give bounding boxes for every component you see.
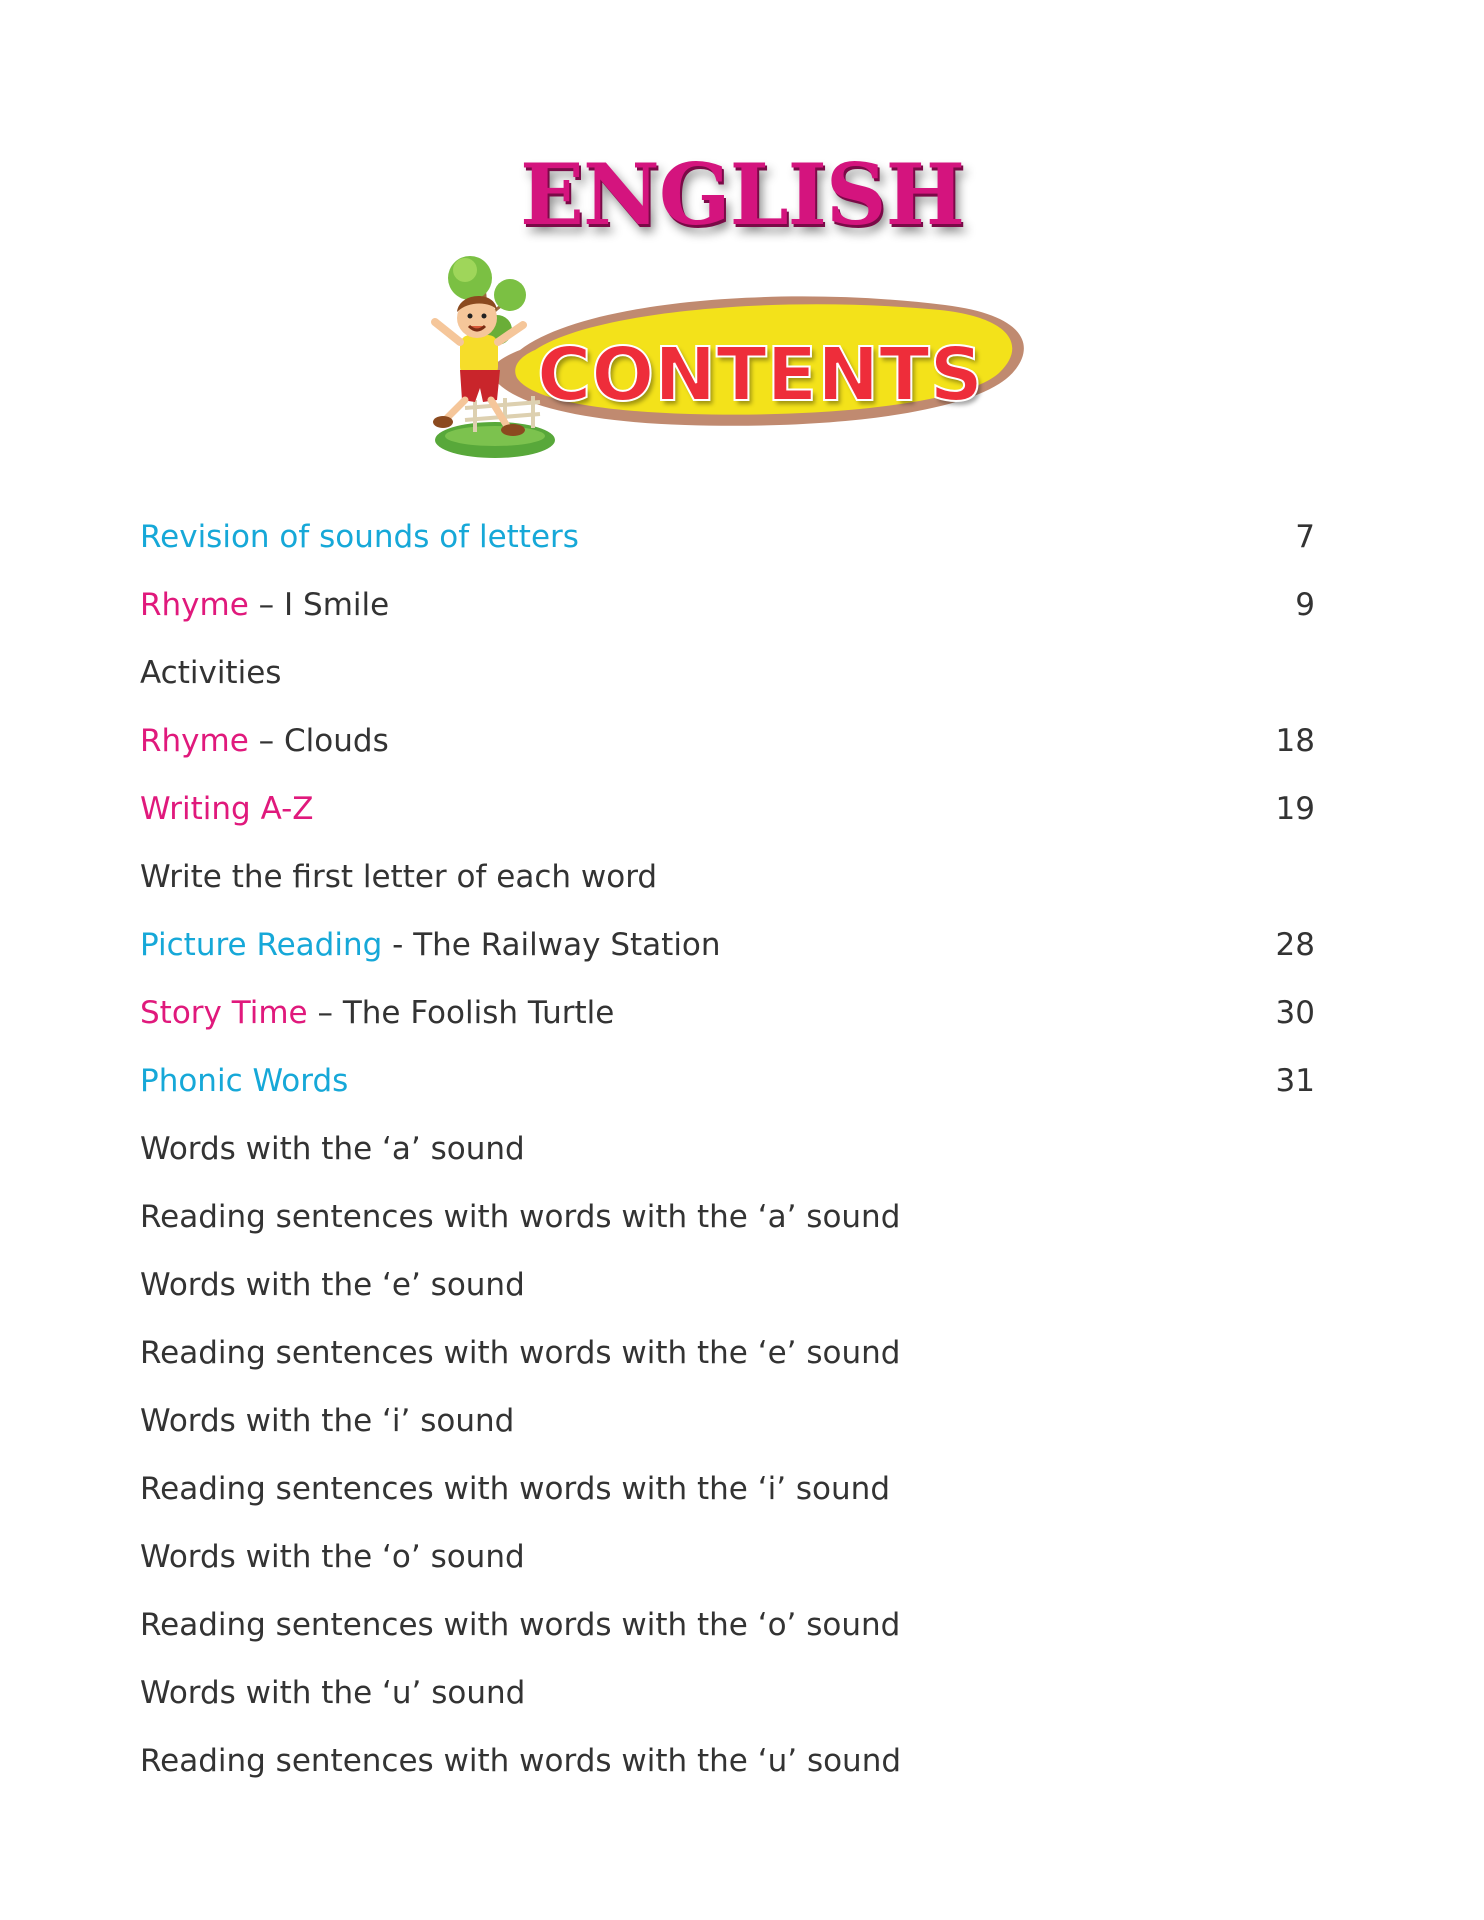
toc-entry-highlight: Picture Reading [140, 927, 383, 963]
toc-entry-text: – I Smile [248, 587, 390, 623]
toc-dot-leader [403, 724, 1267, 758]
toc-page-number: 18 [1275, 723, 1315, 759]
toc-entry [140, 1727, 1315, 1795]
toc-page-number: 9 [1295, 587, 1315, 623]
toc-entry [140, 911, 1315, 979]
toc-entry-text: Reading sentences with words with the ‘e’ sound [140, 1335, 901, 1371]
toc-entry-title [140, 927, 721, 963]
toc-entry [140, 1115, 1315, 1183]
toc-entry-title [140, 519, 579, 555]
toc-entry [140, 1047, 1315, 1115]
toc-entry-highlight: Rhyme [140, 723, 249, 759]
toc-entry-text: Words with the ‘a’ sound [140, 1131, 525, 1167]
toc-entry [140, 1523, 1315, 1591]
toc-entry-title [140, 1743, 901, 1779]
table-of-contents [140, 503, 1315, 1795]
contents-heading: CONTENTS [537, 332, 983, 418]
toc-entry-title [140, 995, 614, 1031]
toc-page-number: 31 [1275, 1063, 1315, 1099]
toc-entry-title [140, 1199, 900, 1235]
toc-dot-leader [593, 520, 1267, 554]
toc-entry-title [140, 655, 281, 691]
toc-dot-leader [735, 928, 1267, 962]
toc-entry-title [140, 859, 657, 895]
toc-entry [140, 1183, 1315, 1251]
toc-entry [140, 1455, 1315, 1523]
toc-entry [140, 571, 1315, 639]
toc-entry-text: – Clouds [248, 723, 389, 759]
toc-entry-text: Reading sentences with words with the ‘a’ sound [140, 1199, 901, 1235]
toc-entry-text: Words with the ‘u’ sound [140, 1675, 526, 1711]
toc-entry-title [140, 1471, 890, 1507]
toc-entry [140, 843, 1315, 911]
toc-entry [140, 707, 1315, 775]
toc-entry-highlight: Phonic Words [140, 1063, 349, 1099]
toc-entry [140, 775, 1315, 843]
toc-entry [140, 1251, 1315, 1319]
toc-entry-highlight: Story Time [140, 995, 308, 1031]
toc-entry-title [140, 1403, 514, 1439]
toc-entry-text: Reading sentences with words with the ‘o’ sound [140, 1607, 901, 1643]
toc-entry-title [140, 1063, 348, 1099]
toc-page-number: 28 [1275, 927, 1315, 963]
toc-entry-text: - The Railway Station [382, 927, 721, 963]
toc-entry-title [140, 1267, 525, 1303]
toc-entry-text: Write the first letter of each word [140, 859, 658, 895]
toc-dot-leader [628, 996, 1267, 1030]
subject-title: ENGLISH [520, 145, 964, 244]
toc-entry [140, 1659, 1315, 1727]
toc-page-number: 30 [1275, 995, 1315, 1031]
toc-entry-highlight: Revision of sounds of letters [140, 519, 579, 555]
toc-entry [140, 979, 1315, 1047]
toc-entry-text: – The Foolish Turtle [307, 995, 615, 1031]
toc-page-number: 7 [1295, 519, 1315, 555]
toc-entry-text: Words with the ‘e’ sound [140, 1267, 525, 1303]
toc-entry-text: Words with the ‘o’ sound [140, 1539, 525, 1575]
toc-entry-highlight: Rhyme [140, 587, 249, 623]
toc-entry-highlight: Writing A-Z [140, 791, 314, 827]
toc-entry [140, 1319, 1315, 1387]
toc-entry-title [140, 1131, 525, 1167]
toc-entry [140, 503, 1315, 571]
toc-dot-leader [403, 588, 1267, 622]
toc-entry-title [140, 1607, 900, 1643]
toc-entry-text: Reading sentences with words with the ‘i’ sound [140, 1471, 890, 1507]
toc-entry-title [140, 1539, 525, 1575]
toc-entry-title [140, 1335, 900, 1371]
toc-entry [140, 1591, 1315, 1659]
toc-entry-text: Words with the ‘i’ sound [140, 1403, 515, 1439]
toc-entry-title [140, 791, 314, 827]
toc-page-number: 19 [1275, 791, 1315, 827]
toc-entry-title [140, 1675, 525, 1711]
toc-entry-title [140, 587, 389, 623]
toc-entry-text: Reading sentences with words with the ‘u’ sound [140, 1743, 902, 1779]
toc-dot-leader [362, 1064, 1267, 1098]
toc-entry-text: Activities [140, 655, 282, 691]
toc-entry-title [140, 723, 389, 759]
toc-entry [140, 1387, 1315, 1455]
toc-entry [140, 639, 1315, 707]
toc-dot-leader [328, 792, 1267, 826]
